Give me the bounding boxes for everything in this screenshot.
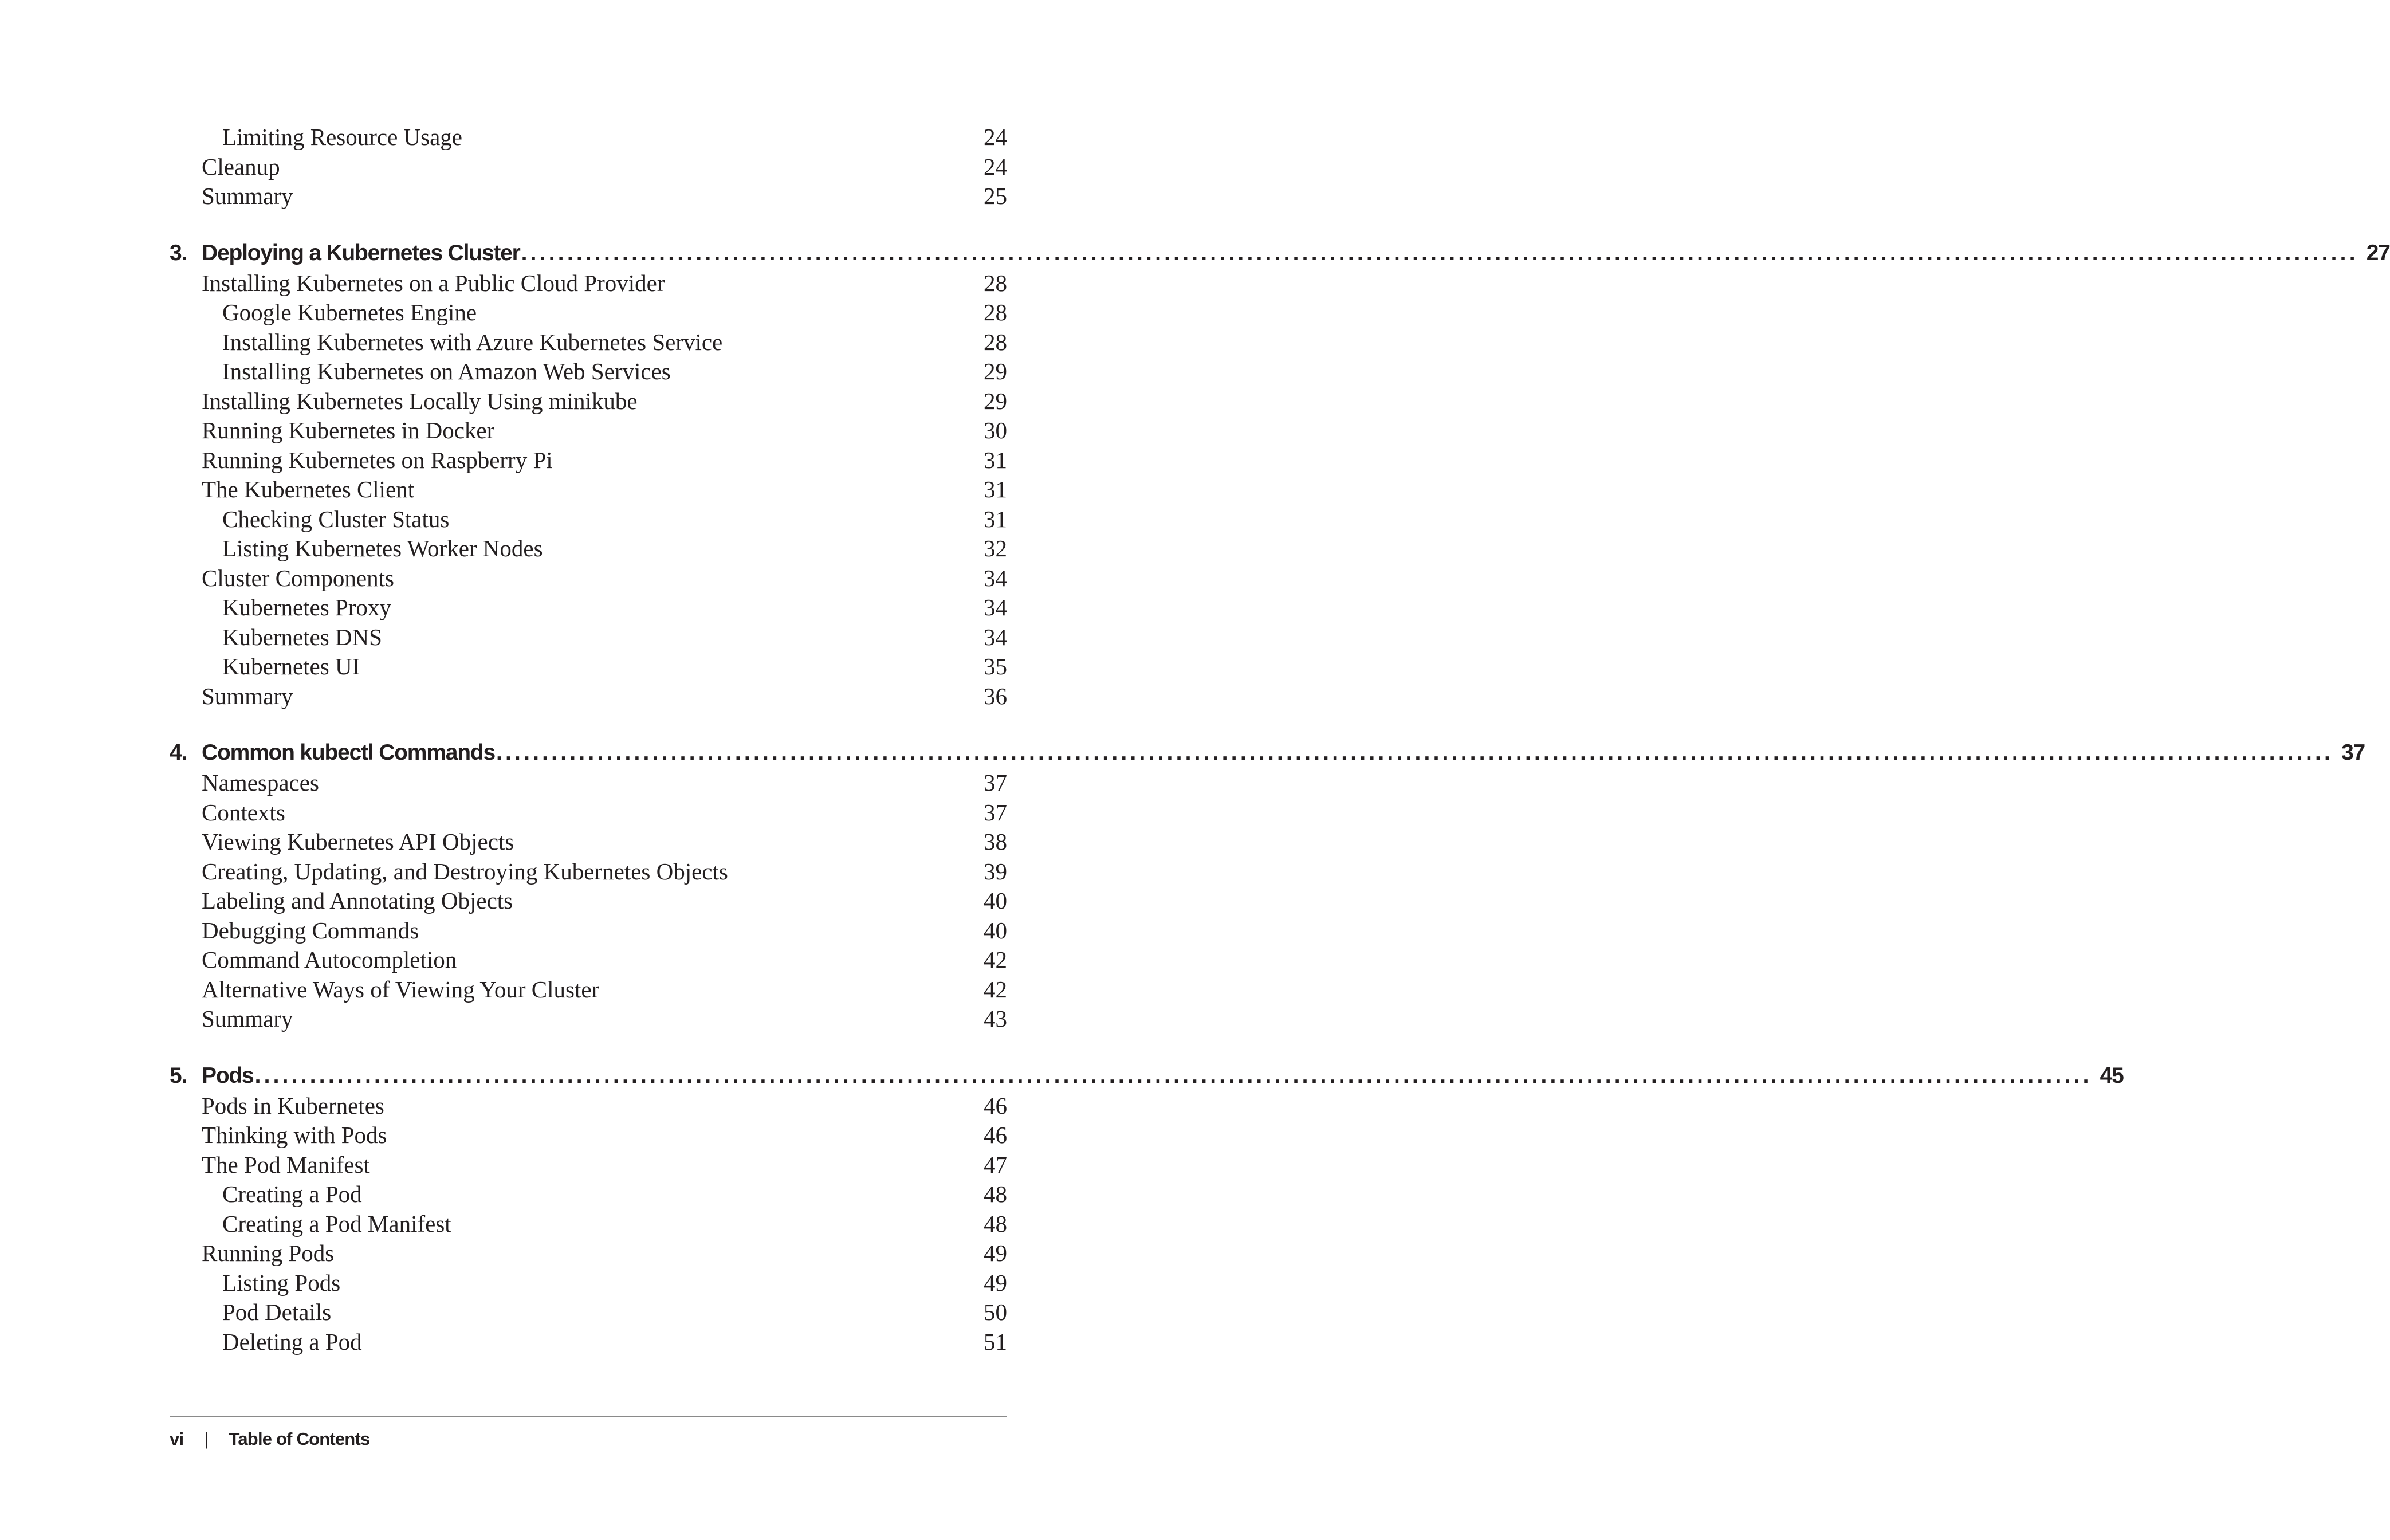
toc-entry-page-number: 48 (984, 1181, 1007, 1207)
toc-entry-title: Pods in Kubernetes (202, 1092, 384, 1119)
toc-subsection-entry[interactable] (170, 123, 1007, 152)
toc-entry-title: Google Kubernetes Engine (222, 299, 477, 325)
toc-section-entry[interactable] (170, 564, 1007, 594)
toc-chapter-heading[interactable] (170, 737, 2365, 768)
toc-subsection-entry[interactable] (170, 328, 1007, 358)
toc-entry-page-number: 42 (984, 946, 1007, 973)
toc-entry-page-number: 30 (984, 417, 1007, 443)
toc-entry-title: Summary (202, 1005, 293, 1032)
chapter-number: 5. (170, 1063, 187, 1088)
toc-section-entry[interactable] (170, 682, 1007, 712)
toc-entry-page-number: 36 (984, 682, 1007, 709)
toc-section-entry[interactable] (170, 945, 1007, 975)
toc-subsection-entry[interactable] (170, 1268, 1007, 1298)
toc-section-entry[interactable] (170, 857, 1007, 887)
table-of-contents (170, 123, 2390, 1357)
toc-entry-title: The Pod Manifest (202, 1151, 370, 1178)
toc-entry-page-number: 31 (984, 476, 1007, 502)
chapter-number: 4. (170, 740, 187, 765)
toc-entry-title: Debugging Commands (202, 917, 419, 944)
toc-section-entry[interactable] (170, 152, 1007, 182)
page-footer (170, 1425, 369, 1453)
footer-section-label: Table of Contents (229, 1429, 370, 1449)
toc-entry-title: Namespaces (202, 769, 319, 796)
toc-entry-title: Thinking with Pods (202, 1122, 387, 1148)
toc-entry-page-number: 49 (984, 1269, 1007, 1296)
toc-entry-page-number: 25 (984, 183, 1007, 209)
toc-entry-title: Running Kubernetes in Docker (202, 417, 495, 443)
toc-entry-title: Limiting Resource Usage (222, 124, 463, 150)
toc-entry-title: Summary (202, 682, 293, 709)
toc-entry-title: The Kubernetes Client (202, 476, 415, 502)
toc-entry-title: Labeling and Annotating Objects (202, 887, 513, 914)
dot-leader: ........................................................................................................................................................................................................ (254, 1063, 2092, 1088)
toc-entry-title: Creating a Pod (222, 1181, 362, 1207)
toc-entry-page-number: 47 (984, 1151, 1007, 1178)
toc-entry-page-number: 29 (984, 358, 1007, 384)
toc-subsection-entry[interactable] (170, 593, 1007, 623)
toc-section-entry[interactable] (170, 446, 1007, 476)
chapter-number: 3. (170, 240, 187, 265)
footer-rule (170, 1416, 1007, 1417)
toc-section-entry[interactable] (170, 1091, 1007, 1121)
toc-entry-title: Checking Cluster Status (222, 505, 450, 532)
toc-entry-page-number: 34 (984, 623, 1007, 650)
toc-entry-page-number: 29 (984, 387, 1007, 414)
dot-leader: ........................................................................................................................................................................................................ (521, 240, 2358, 265)
toc-subsection-entry[interactable] (170, 623, 1007, 653)
toc-entry-title: Creating, Updating, and Destroying Kubernetes Objects (202, 858, 728, 885)
toc-section-entry[interactable] (170, 1239, 1007, 1268)
footer-separator: | (204, 1429, 209, 1449)
toc-section-entry[interactable] (170, 916, 1007, 946)
toc-entry-title: Kubernetes Proxy (222, 594, 391, 620)
toc-section-entry[interactable] (170, 475, 1007, 505)
toc-chapter-heading[interactable] (170, 1060, 2124, 1091)
toc-chapter-heading[interactable] (170, 238, 2390, 269)
footer-page-number: vi (170, 1429, 184, 1449)
toc-entry-title: Viewing Kubernetes API Objects (202, 828, 514, 855)
dot-leader: ........................................................................................................................................................................................................ (496, 740, 2334, 765)
toc-subsection-entry[interactable] (170, 1180, 1007, 1209)
toc-entry-page-number: 32 (984, 535, 1007, 561)
toc-entry-page-number: 24 (984, 124, 1007, 150)
toc-entry-page-number: 37 (984, 769, 1007, 796)
chapter-spacer (170, 1034, 1007, 1060)
chapter-page-number: 37 (2341, 740, 2365, 765)
toc-section-entry[interactable] (170, 827, 1007, 857)
toc-entry-title: Installing Kubernetes on a Public Cloud Provider (202, 269, 665, 296)
toc-entry-title: Creating a Pod Manifest (222, 1210, 451, 1237)
toc-entry-page-number: 31 (984, 505, 1007, 532)
toc-subsection-entry[interactable] (170, 505, 1007, 535)
toc-entry-page-number: 51 (984, 1328, 1007, 1355)
toc-entry-title: Command Autocompletion (202, 946, 457, 973)
toc-entry-page-number: 28 (984, 299, 1007, 325)
chapter-title: Pods (202, 1063, 254, 1088)
toc-entry-page-number: 49 (984, 1240, 1007, 1266)
toc-entry-page-number: 37 (984, 799, 1007, 826)
toc-section-entry[interactable] (170, 387, 1007, 417)
toc-entry-title: Summary (202, 183, 293, 209)
toc-entry-title: Kubernetes DNS (222, 623, 382, 650)
toc-entry-title: Deleting a Pod (222, 1328, 362, 1355)
toc-entry-page-number: 28 (984, 269, 1007, 296)
toc-entry-page-number: 43 (984, 1005, 1007, 1032)
toc-entry-page-number: 46 (984, 1122, 1007, 1148)
chapter-page-number: 27 (2366, 240, 2390, 265)
toc-entry-title: Cleanup (202, 153, 280, 180)
toc-section-entry[interactable] (170, 886, 1007, 916)
chapter-title: Deploying a Kubernetes Cluster (202, 240, 520, 265)
toc-section-entry[interactable] (170, 1004, 1007, 1034)
toc-entry-title: Running Kubernetes on Raspberry Pi (202, 446, 553, 473)
toc-entry-page-number: 35 (984, 653, 1007, 679)
toc-entry-title: Installing Kubernetes with Azure Kubernetes Service (222, 328, 723, 355)
toc-entry-title: Cluster Components (202, 564, 394, 591)
toc-entry-page-number: 31 (984, 446, 1007, 473)
toc-entry-title: Contexts (202, 799, 285, 826)
toc-entry-page-number: 42 (984, 976, 1007, 1003)
toc-subsection-entry[interactable] (170, 534, 1007, 564)
toc-section-entry[interactable] (170, 768, 1007, 798)
toc-entry-page-number: 46 (984, 1092, 1007, 1119)
toc-subsection-entry[interactable] (170, 357, 1007, 387)
toc-section-entry[interactable] (170, 1121, 1007, 1150)
toc-section-entry[interactable] (170, 269, 1007, 298)
toc-entry-title: Kubernetes UI (222, 653, 360, 679)
chapter-page-number: 45 (2100, 1063, 2124, 1088)
toc-section-entry[interactable] (170, 182, 1007, 211)
toc-entry-page-number: 40 (984, 887, 1007, 914)
toc-entry-title: Alternative Ways of Viewing Your Cluster (202, 976, 600, 1003)
toc-entry-page-number: 34 (984, 564, 1007, 591)
toc-subsection-entry[interactable] (170, 652, 1007, 682)
toc-subsection-entry[interactable] (170, 1327, 1007, 1357)
toc-entry-title: Running Pods (202, 1240, 335, 1266)
toc-section-entry[interactable] (170, 1150, 1007, 1180)
toc-entry-page-number: 28 (984, 328, 1007, 355)
toc-entry-title: Listing Kubernetes Worker Nodes (222, 535, 543, 561)
toc-entry-page-number: 39 (984, 858, 1007, 885)
toc-subsection-entry[interactable] (170, 1209, 1007, 1239)
toc-subsection-entry[interactable] (170, 298, 1007, 328)
toc-entry-page-number: 38 (984, 828, 1007, 855)
toc-entry-title: Installing Kubernetes Locally Using minikube (202, 387, 638, 414)
toc-entry-page-number: 40 (984, 917, 1007, 944)
toc-entry-page-number: 34 (984, 594, 1007, 620)
toc-section-entry[interactable] (170, 798, 1007, 828)
toc-subsection-entry[interactable] (170, 1298, 1007, 1327)
toc-entry-title: Listing Pods (222, 1269, 341, 1296)
chapter-title: Common kubectl Commands (202, 740, 495, 765)
toc-section-entry[interactable] (170, 975, 1007, 1005)
chapter-spacer (170, 211, 1007, 238)
toc-entry-page-number: 50 (984, 1299, 1007, 1325)
toc-section-entry[interactable] (170, 416, 1007, 446)
toc-entry-title: Installing Kubernetes on Amazon Web Services (222, 358, 671, 384)
toc-entry-page-number: 24 (984, 153, 1007, 180)
chapter-spacer (170, 711, 1007, 737)
toc-entry-page-number: 48 (984, 1210, 1007, 1237)
toc-entry-title: Pod Details (222, 1299, 332, 1325)
